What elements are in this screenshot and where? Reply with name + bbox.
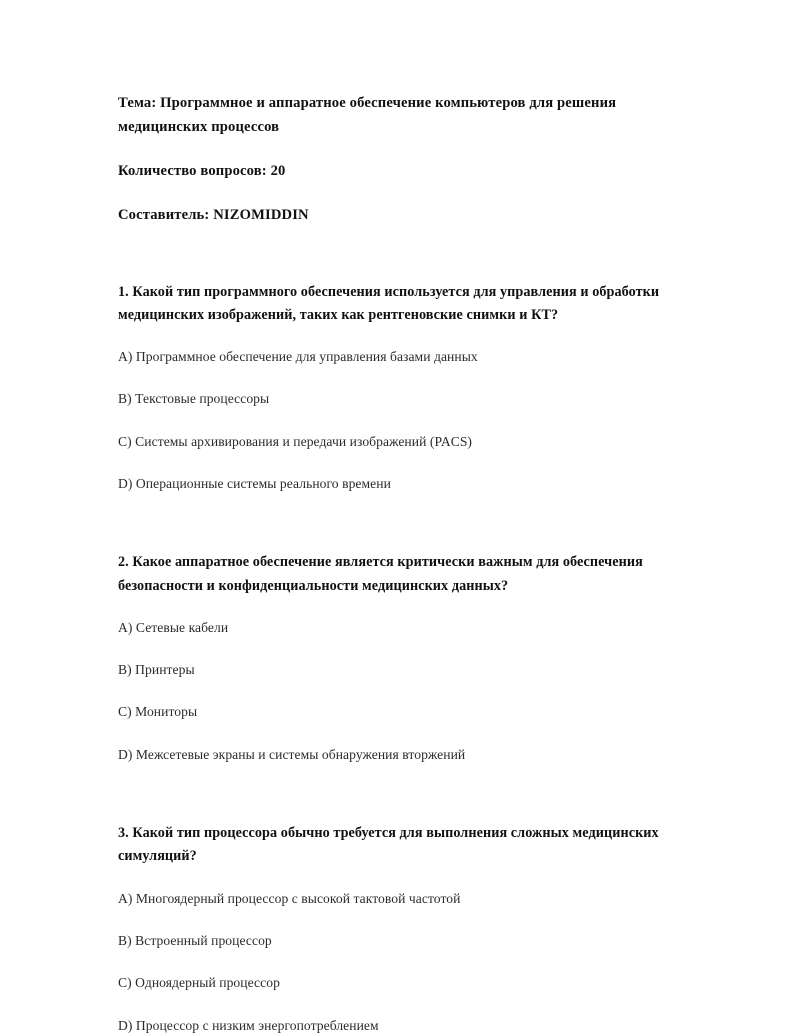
document-header [118,92,681,228]
question-block-3 [118,822,681,1036]
question-option-b[interactable]: B) Встроенный процессор [118,932,272,948]
question-option-a[interactable]: A) Сетевые кабели [118,619,229,635]
question-option-c[interactable]: C) Мониторы [118,704,198,720]
question-list [118,281,681,1036]
question-option-b[interactable]: B) Текстовые процессоры [118,391,270,407]
question-option-a[interactable]: A) Программное обеспечение для управления базами данных [118,348,478,364]
document-author: Составитель: NIZOMIDDIN [118,206,309,223]
question-text: 3. Какой тип процессора обычно требуется для выполнения сложных медицинских симуляций? [118,825,659,865]
question-option-a[interactable]: A) Многоядерный процессор с высокой тактовой частотой [118,890,461,906]
question-option-d[interactable]: D) Процессор с низким энергопотреблением [118,1017,379,1033]
question-option-d[interactable]: D) Операционные системы реального времени [118,476,391,492]
question-option-b[interactable]: B) Принтеры [118,662,195,678]
question-block-1 [118,281,681,495]
question-option-d[interactable]: D) Межсетевые экраны и системы обнаружения вторжений [118,746,466,762]
question-block-2 [118,551,681,765]
question-option-c[interactable]: C) Одноядерный процессор [118,975,280,991]
question-text: 1. Какой тип программного обеспечения используется для управления и обработки медицинских изображений, таких как рентгеновские снимки и КТ? [118,283,660,323]
question-text: 2. Какое аппаратное обеспечение является критически важным для обеспечения безопасности и конфиденциальности медицинских данных? [118,554,643,594]
document-question-count: Количество вопросов: 20 [118,163,286,180]
question-option-c[interactable]: C) Системы архивирования и передачи изображений (PACS) [118,433,473,449]
document-topic: Тема: Программное и аппаратное обеспечение компьютеров для решения медицинских процессов [118,95,617,135]
